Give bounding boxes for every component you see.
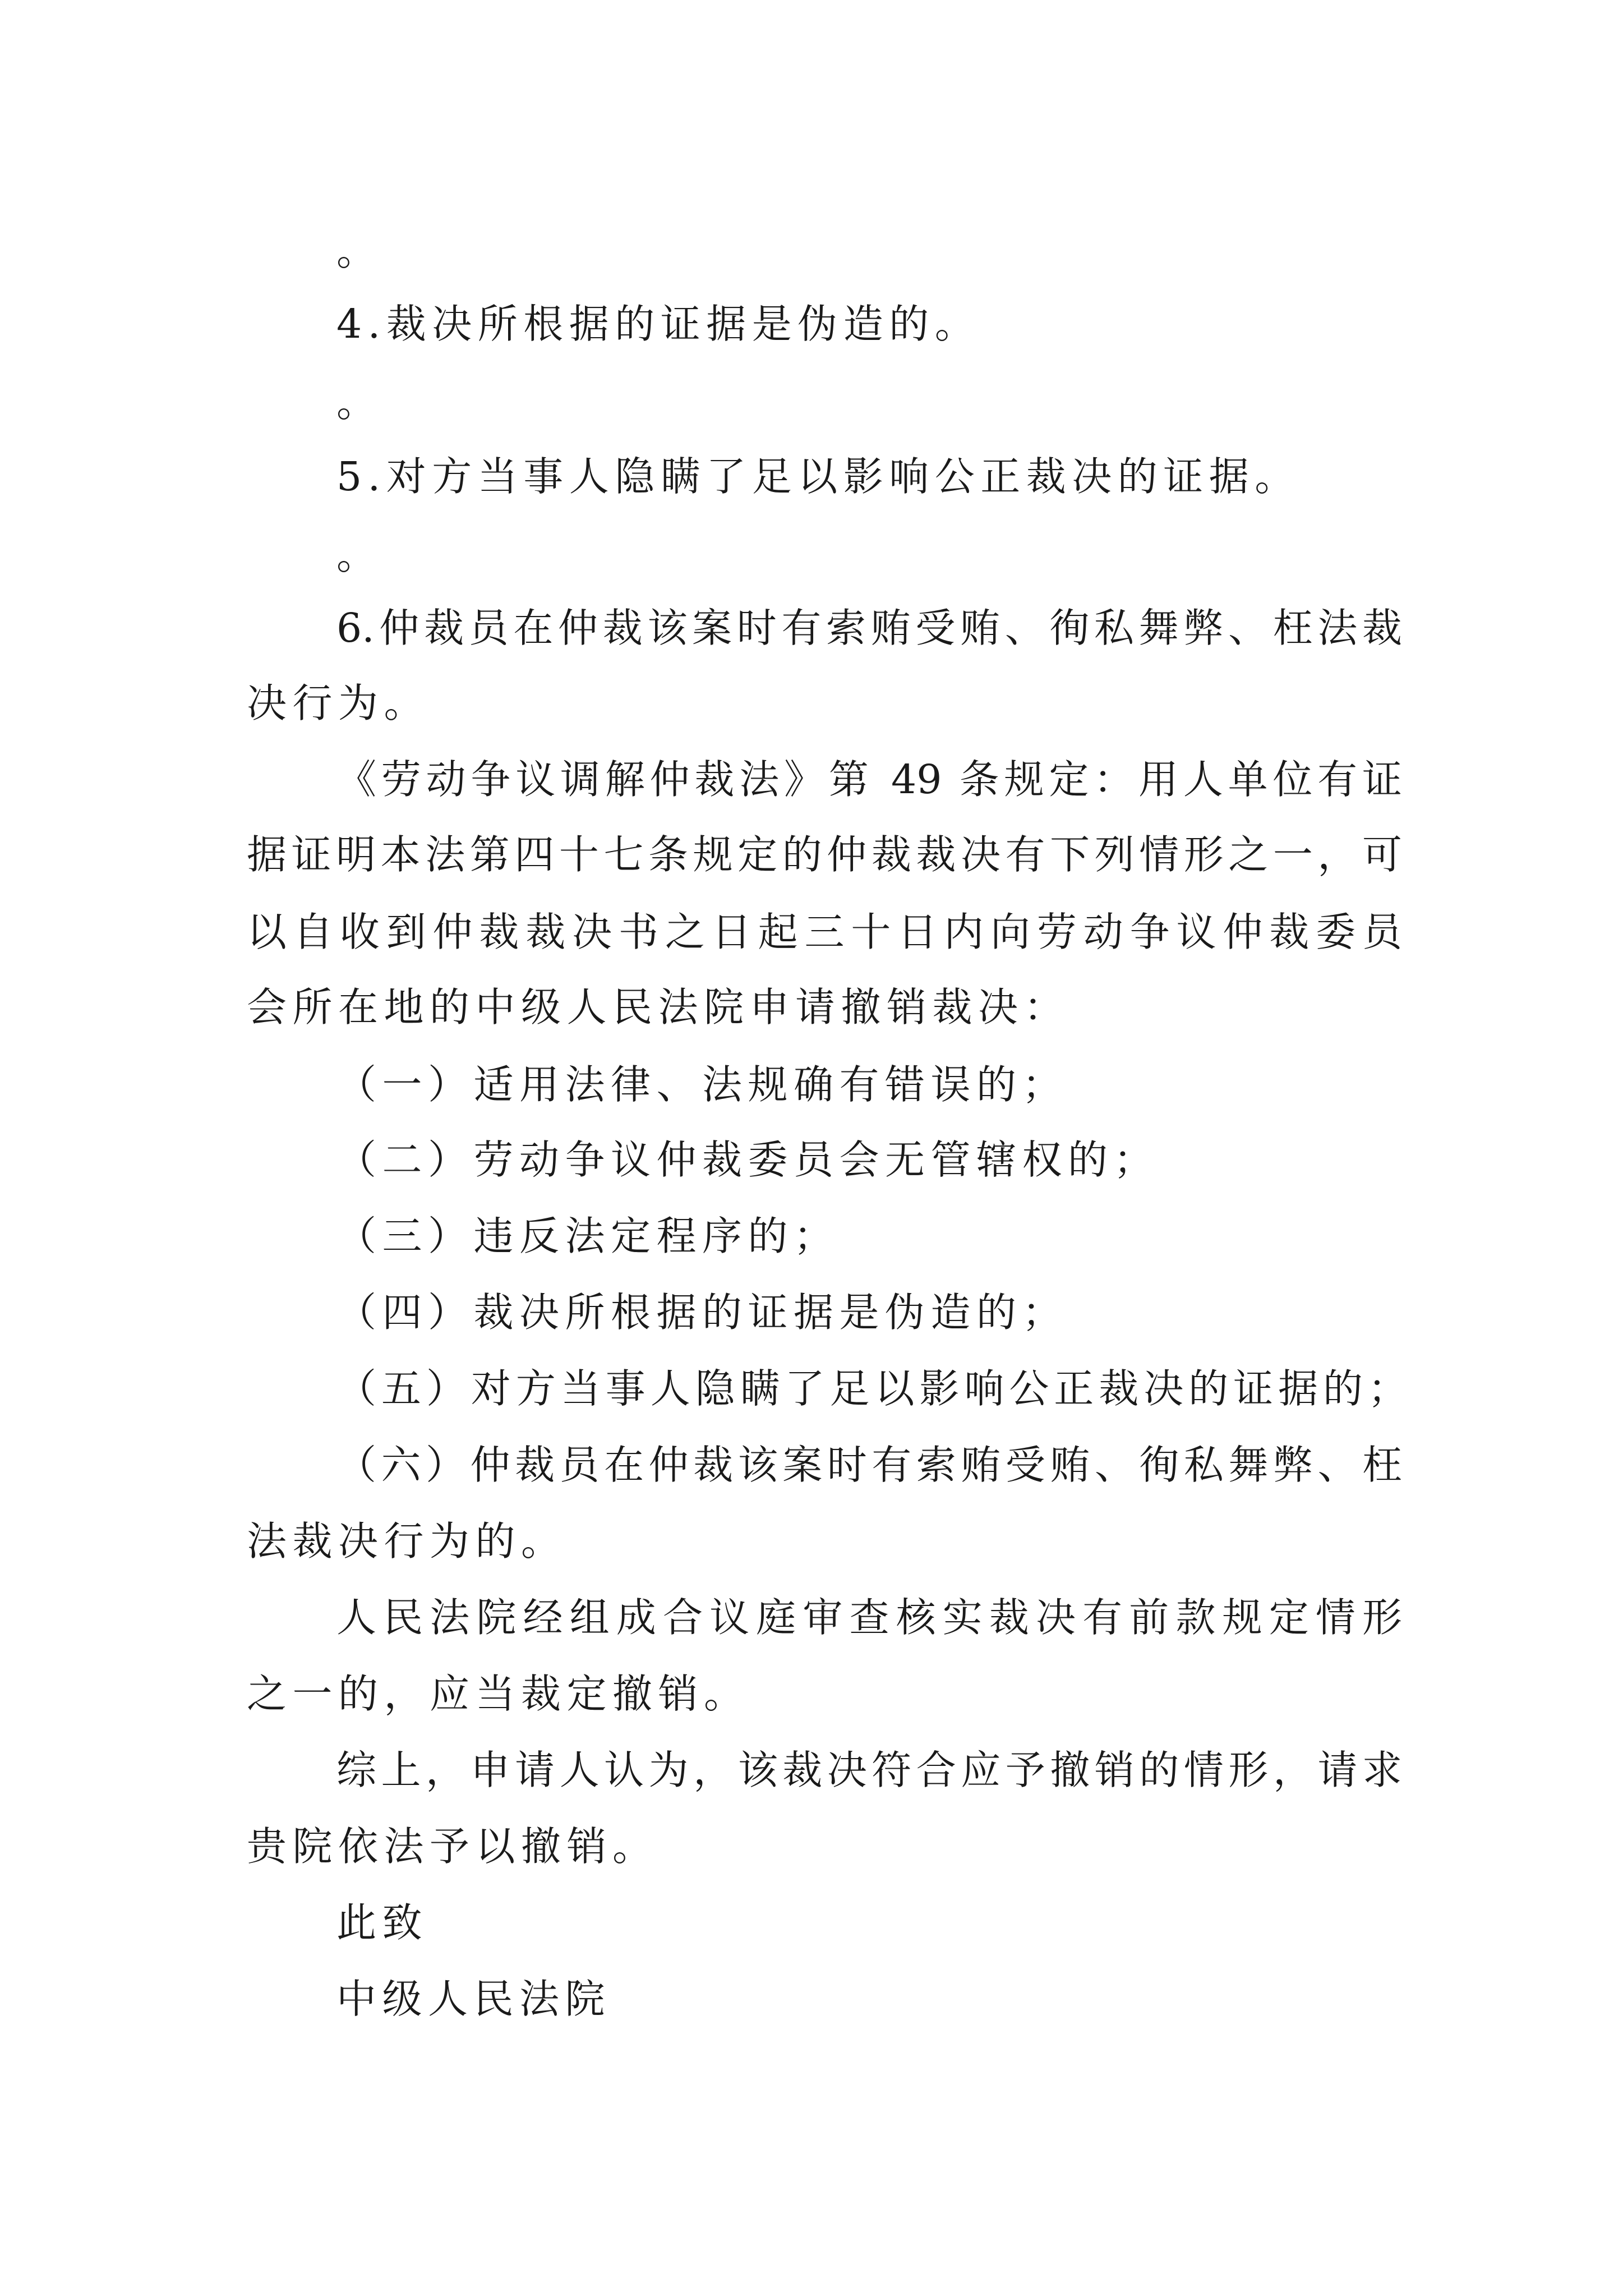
court-paragraph-line-2: 之一的，应当裁定撤销。	[247, 1671, 750, 1717]
law-citation-line-4: 会所在地的中级人民法院申请撤销裁决：	[247, 984, 1070, 1030]
clause-2: （二）劳动争议仲裁委员会无管辖权的；	[336, 1137, 1160, 1183]
list-item-4: 4.裁决所根据的证据是伪造的。	[336, 301, 981, 347]
court-paragraph-line-1: 人民法院经组成合议庭审查核实裁决有前款规定情形	[336, 1594, 1402, 1641]
list-item-5: 5.对方当事人隐瞒了足以影响公正裁决的证据。	[336, 453, 1301, 500]
period-line-1: 。	[336, 228, 382, 274]
clause-1: （一）适用法律、法规确有错误的；	[336, 1061, 1068, 1108]
conclusion-line-2: 贵院依法予以撤销。	[247, 1823, 658, 1870]
law-citation-line-1: 《劳动争议调解仲裁法》第 49 条规定：用人单位有证	[336, 756, 1402, 803]
clause-5: （五）对方当事人隐瞒了足以影响公正裁决的证据的；	[336, 1365, 1408, 1412]
salutation: 此致	[336, 1899, 428, 1946]
law-citation-line-3: 以自收到仲裁裁决书之日起三十日内向劳动争议仲裁委员	[247, 909, 1402, 955]
period-line-3: 。	[336, 532, 382, 578]
list-item-6-line-1: 6.仲裁员在仲裁该案时有索贿受贿、徇私舞弊、枉法裁	[336, 605, 1402, 651]
period-line-2: 。	[336, 379, 382, 426]
clause-6-line-1: （六）仲裁员在仲裁该案时有索贿受贿、徇私舞弊、枉	[336, 1442, 1402, 1488]
list-item-6-line-2: 决行为。	[247, 680, 430, 726]
conclusion-line-1: 综上，申请人认为，该裁决符合应予撤销的情形，请求	[336, 1747, 1402, 1793]
clause-4: （四）裁决所根据的证据是伪造的；	[336, 1289, 1068, 1336]
clause-6-line-2: 法裁决行为的。	[247, 1518, 567, 1565]
law-citation-line-2: 据证明本法第四十七条规定的仲裁裁决有下列情形之一，可	[247, 831, 1402, 878]
clause-3: （三）违反法定程序的；	[336, 1213, 840, 1259]
addressee: 中级人民法院	[336, 1976, 611, 2022]
